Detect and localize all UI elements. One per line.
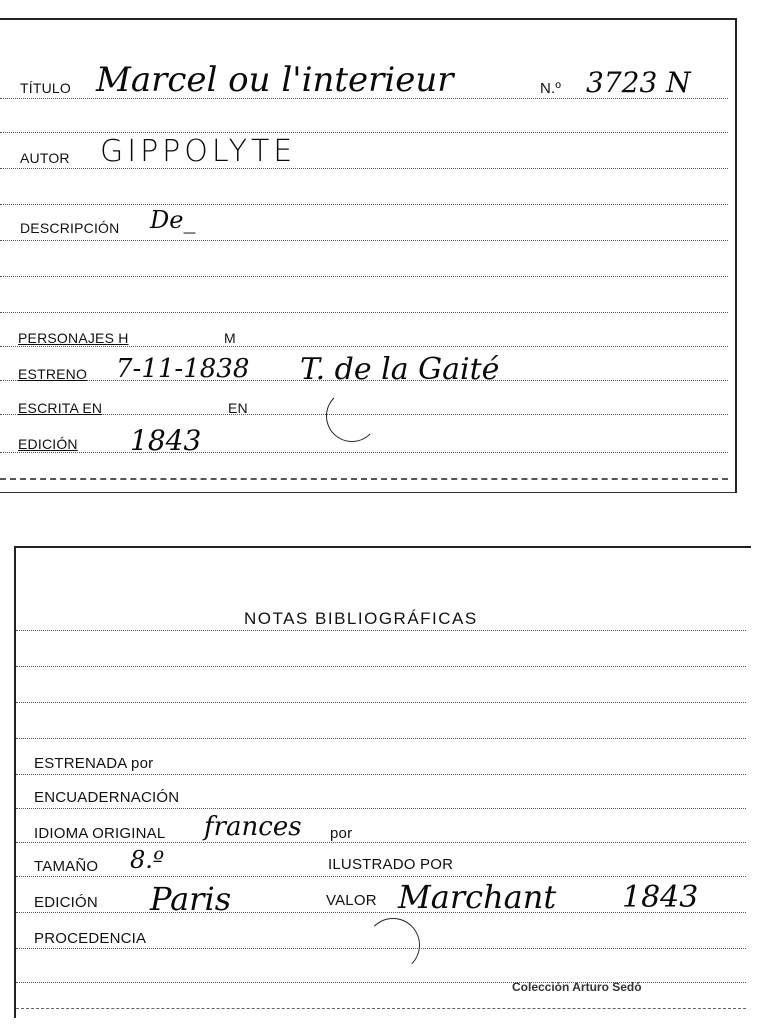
- estreno-date: 7-11-1838: [116, 354, 250, 384]
- card-bottom-edge: [0, 478, 728, 480]
- procedencia-label: PROCEDENCIA: [34, 930, 147, 947]
- personajes-label: PERSONAJES H: [18, 330, 129, 346]
- numero-value: 3723 N: [586, 66, 691, 99]
- ruled-line: [16, 774, 746, 775]
- tamano-label: TAMAÑO: [34, 858, 99, 875]
- collection-stamp: Colección Arturo Sedó: [512, 980, 642, 994]
- card-bottom-edge: [16, 1008, 746, 1009]
- titulo-label: TÍTULO: [20, 80, 71, 96]
- notas-heading: NOTAS BIBLIOGRÁFICAS: [244, 609, 478, 628]
- valor-year: 1843: [622, 880, 699, 915]
- ruled-line: [0, 132, 728, 133]
- descripcion-label: DESCRIPCIÓN: [20, 220, 120, 236]
- personajes-m-label: M: [224, 330, 236, 346]
- descripcion-value: De_: [150, 206, 196, 234]
- ruled-line: [16, 876, 746, 877]
- ruled-line: [16, 630, 746, 631]
- numero-label: N.º: [540, 80, 562, 97]
- estreno-theatre: T. de la Gaité: [300, 352, 500, 387]
- edicion-label: EDICIÓN: [18, 436, 78, 452]
- valor-value: Marchant: [398, 878, 557, 916]
- punch-hole: [366, 918, 420, 972]
- ruled-line: [0, 452, 728, 453]
- edicion-back-value: Paris: [150, 880, 232, 918]
- punch-hole: [326, 390, 378, 442]
- idioma-value: frances: [204, 812, 302, 842]
- ruled-line: [16, 666, 746, 667]
- estrenada-label: ESTRENADA por: [34, 755, 154, 772]
- titulo-value: Marcel ou l'interieur: [96, 60, 454, 100]
- ruled-line: [16, 808, 746, 809]
- en-label: EN: [228, 400, 248, 416]
- encuadernacion-label: ENCUADERNACIÓN: [34, 789, 180, 806]
- ruled-line: [0, 240, 728, 241]
- valor-label: VALOR: [326, 892, 377, 909]
- edicion-value: 1843: [130, 424, 202, 457]
- ruled-line: [16, 702, 746, 703]
- ruled-line: [0, 312, 728, 313]
- idioma-label: IDIOMA ORIGINAL: [34, 825, 166, 842]
- edicion-back-label: EDICIÓN: [34, 894, 98, 911]
- ruled-line: [0, 204, 728, 205]
- estreno-label: ESTRENO: [18, 366, 88, 382]
- autor-label: AUTOR: [20, 150, 70, 166]
- ilustrado-label: ILUSTRADO POR: [328, 856, 454, 873]
- idioma-por-label: por: [330, 825, 353, 842]
- autor-value: GIPPOLYTE: [100, 134, 297, 169]
- escrita-label: ESCRITA EN: [18, 400, 103, 416]
- ruled-line: [16, 842, 746, 843]
- tamano-value: 8.º: [130, 846, 165, 874]
- ruled-line: [0, 346, 728, 347]
- ruled-line: [0, 276, 728, 277]
- ruled-line: [16, 738, 746, 739]
